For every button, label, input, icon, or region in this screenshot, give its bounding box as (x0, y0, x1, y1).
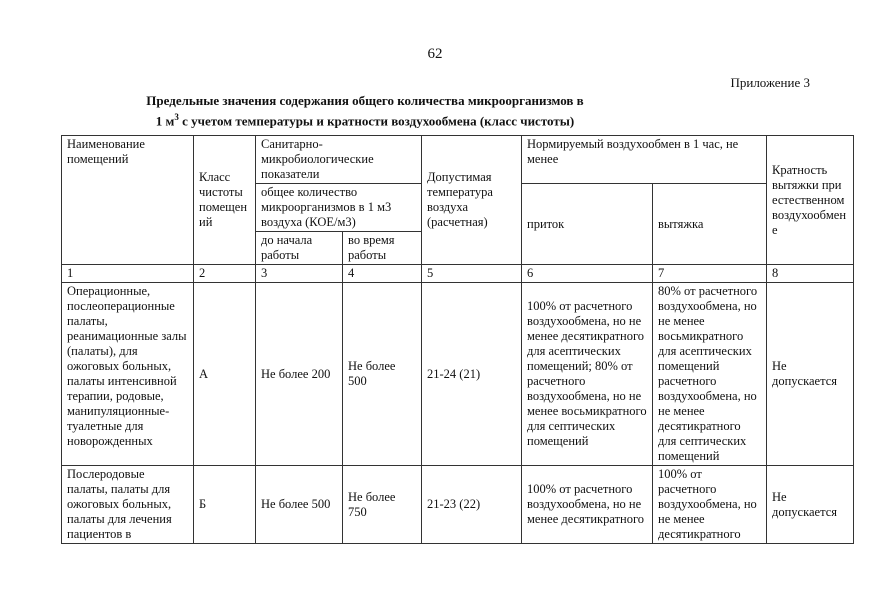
cell-exhaust: 100% от расчетного воздухообмена, но не менее десятикратного (653, 466, 767, 544)
table-row (62, 283, 854, 466)
appendix-label: Приложение 3 (730, 75, 810, 90)
column-number: 4 (343, 265, 422, 283)
cell-class: Б (194, 466, 256, 544)
cell-during-work: Не более 750 (343, 466, 422, 544)
header-total-microorganisms: общее количество микроорганизмов в 1 м3 воздуха (КОЕ/м3) (256, 184, 422, 232)
header-air-exchange: Нормируемый воздухообмен в 1 час, не менее (522, 136, 767, 184)
column-number: 7 (653, 265, 767, 283)
column-number: 5 (422, 265, 522, 283)
title-unit-exponent: 3 (174, 112, 179, 122)
cell-room: Операционные, послеоперационные палаты, реанимационные залы (палаты), для ожоговых больных, палаты интенсивной терапии, родовые, манипуляционные-туалетные для новорожденных (62, 283, 194, 466)
title-line-2 (140, 109, 590, 129)
table-row (62, 466, 854, 544)
page-number: 62 (427, 46, 443, 62)
header-sanitary: Санитарно-микробиологические показатели (256, 136, 422, 184)
cell-room: Послеродовые палаты, палаты для ожоговых больных, палаты для лечения пациентов в (62, 466, 194, 544)
cell-temperature: 21-23 (22) (422, 466, 522, 544)
title-unit: 1 м (155, 113, 175, 129)
title-line-1: Предельные значения содержания общего количества микроорганизмов в (146, 93, 584, 108)
column-number: 1 (62, 265, 194, 283)
cell-supply: 100% от расчетного воздухообмена, но не менее десятикратного (522, 466, 653, 544)
column-numbers-row (62, 265, 854, 283)
header-natural-exhaust: Кратность вытяжки при естественном воздухообмен е (767, 136, 854, 265)
header-before-work: до начала работы (256, 232, 343, 265)
column-number: 3 (256, 265, 343, 283)
header-during-work: во время работы (343, 232, 422, 265)
document-title (140, 93, 590, 129)
column-number: 8 (767, 265, 854, 283)
header-temperature: Допустимая температура воздуха (расчетная) (422, 136, 522, 265)
header-exhaust: вытяжка (653, 184, 767, 265)
cell-exhaust: 80% от расчетного воздухообмена, но не менее восьмикратного для асептических помещений расчетного воздухообмена, но не менее десятикратного для септических помещений (653, 283, 767, 466)
cell-temperature: 21-24 (21) (422, 283, 522, 466)
cell-natural-exhaust: Не допускается (767, 466, 854, 544)
cell-before-work: Не более 500 (256, 466, 343, 544)
cell-before-work: Не более 200 (256, 283, 343, 466)
column-number: 6 (522, 265, 653, 283)
cell-natural-exhaust: Не допускается (767, 283, 854, 466)
header-cleanliness-class: Класс чистоты помещен ий (194, 136, 256, 265)
cell-during-work: Не более 500 (343, 283, 422, 466)
cell-class: А (194, 283, 256, 466)
title-rest: с учетом температуры и кратности воздухообмена (класс чистоты) (178, 113, 575, 129)
header-room-name: Наименование помещений (62, 136, 194, 265)
cell-supply: 100% от расчетного воздухообмена, но не менее десятикратного для асептических помещений; 80% от расчетного воздухообмена, но не менее восьмикратного для септических помещений (522, 283, 653, 466)
header-supply: приток (522, 184, 653, 265)
microorganism-limits-table (61, 135, 854, 544)
column-number: 2 (194, 265, 256, 283)
